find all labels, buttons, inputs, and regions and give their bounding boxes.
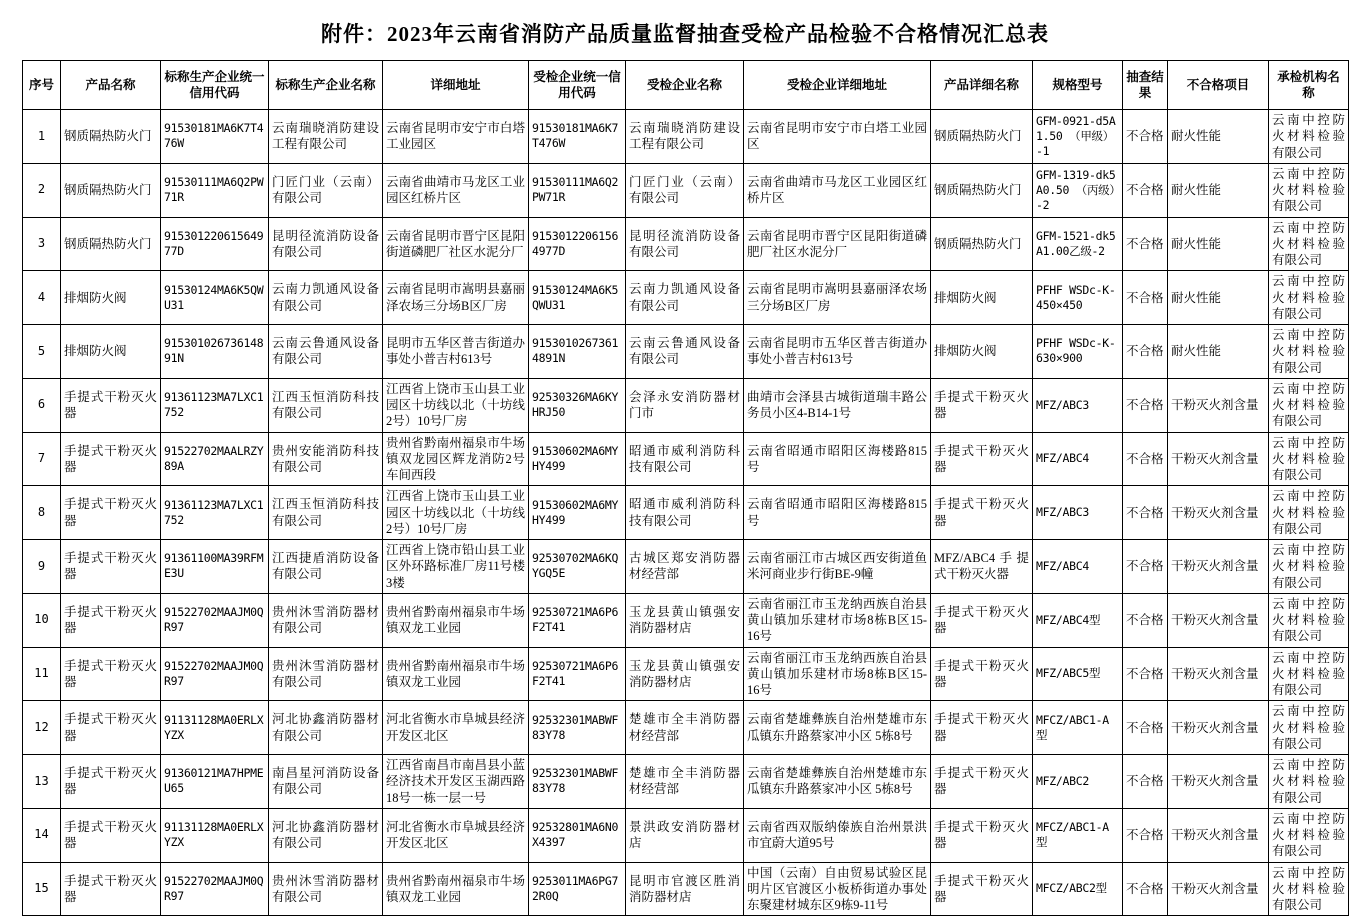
column-header: 标称生产企业名称 <box>269 61 383 110</box>
table-cell: 91530602MA6MYHY499 <box>529 432 626 486</box>
table-cell: 门匠门业（云南）有限公司 <box>626 163 744 217</box>
column-header: 受检企业详细地址 <box>744 61 931 110</box>
table-cell: 10 <box>23 593 61 647</box>
table-cell: 排烟防火阀 <box>931 325 1033 379</box>
table-cell: MFZ/ABC3 <box>1033 378 1123 432</box>
table-cell: 江西省南昌市南昌县小蓝经济技术开发区玉湖西路18号一栋一层一号 <box>383 755 529 809</box>
table-cell: 2 <box>23 163 61 217</box>
table-cell: 92530326MA6KYHRJ50 <box>529 378 626 432</box>
table-cell: 耐火性能 <box>1168 163 1269 217</box>
table-body <box>23 110 1349 916</box>
table-cell: 不合格 <box>1123 325 1168 379</box>
table-cell: 92530702MA6KQYGQ5E <box>529 540 626 594</box>
table-cell: 云南中控防火材料检验有限公司 <box>1269 647 1349 701</box>
table-cell: 昆明径流消防设备有限公司 <box>626 217 744 271</box>
table-row <box>23 378 1349 432</box>
table-cell: 耐火性能 <box>1168 217 1269 271</box>
table-cell: 91530124MA6K5QWU31 <box>529 271 626 325</box>
table-cell: 云南瑞晓消防建设工程有限公司 <box>269 110 383 164</box>
table-row <box>23 163 1349 217</box>
table-cell: 河北协鑫消防器材有限公司 <box>269 808 383 862</box>
table-cell: 不合格 <box>1123 378 1168 432</box>
table-cell: 13 <box>23 755 61 809</box>
column-header: 产品名称 <box>61 61 161 110</box>
table-cell: 不合格 <box>1123 163 1168 217</box>
table-cell: 手提式干粉灭火器 <box>61 593 161 647</box>
column-header: 承检机构名称 <box>1269 61 1349 110</box>
table-cell: 92532301MABWF83Y78 <box>529 755 626 809</box>
table-cell: 云南省丽江市玉龙纳西族自治县黄山镇加乐建材市场8栋B区15-16号 <box>744 593 931 647</box>
table-cell: 手提式干粉灭火器 <box>931 755 1033 809</box>
table-cell: 干粉灭火剂含量 <box>1168 755 1269 809</box>
table-cell: 耐火性能 <box>1168 271 1269 325</box>
table-cell: 排烟防火阀 <box>61 271 161 325</box>
table-cell: 云南中控防火材料检验有限公司 <box>1269 432 1349 486</box>
column-header: 规格型号 <box>1033 61 1123 110</box>
table-cell: 云南省昭通市昭阳区海楼路815号 <box>744 432 931 486</box>
column-header: 详细地址 <box>383 61 529 110</box>
table-cell: 中国（云南）自由贸易试验区昆明片区官渡区小板桥街道办事处东聚建材城东区9栋9-11号 <box>744 862 931 916</box>
table-cell: 贵州省黔南州福泉市牛场镇双龙园区辉龙消防2号车间西段 <box>383 432 529 486</box>
table-cell: PFHF WSDc-K-450×450 <box>1033 271 1123 325</box>
table-cell: 91530124MA6K5QWU31 <box>161 271 269 325</box>
table-cell: 河北协鑫消防器材有限公司 <box>269 701 383 755</box>
table-cell: 贵州沐雪消防器材有限公司 <box>269 593 383 647</box>
table-cell: 云南省丽江市玉龙纳西族自治县黄山镇加乐建材市场8栋B区15-16号 <box>744 647 931 701</box>
table-cell: 91530102673614891N <box>529 325 626 379</box>
table-cell: 91522702MAALRZY89A <box>161 432 269 486</box>
table-cell: 手提式干粉灭火器 <box>931 378 1033 432</box>
table-cell: 云南中控防火材料检验有限公司 <box>1269 701 1349 755</box>
table-cell: 排烟防火阀 <box>61 325 161 379</box>
table-cell: 91360121MA7HPMEU65 <box>161 755 269 809</box>
table-cell: 云南中控防火材料检验有限公司 <box>1269 486 1349 540</box>
table-cell: 云南中控防火材料检验有限公司 <box>1269 217 1349 271</box>
table-cell: 河北省衡水市阜城县经济开发区北区 <box>383 701 529 755</box>
table-cell: 手提式干粉灭火器 <box>931 486 1033 540</box>
table-cell: 江西省上饶市玉山县工业园区十坊线以北（十坊线2号）10号厂房 <box>383 378 529 432</box>
table-cell: 92530721MA6P6F2T41 <box>529 647 626 701</box>
table-cell: 钢质隔热防火门 <box>61 110 161 164</box>
column-header: 序号 <box>23 61 61 110</box>
page-title: 附件：2023年云南省消防产品质量监督抽查受检产品检验不合格情况汇总表 <box>321 22 1049 46</box>
table-cell: GFM-0921-d5A1.50 （甲级）-1 <box>1033 110 1123 164</box>
table-cell: 干粉灭火剂含量 <box>1168 378 1269 432</box>
table-cell: 云南中控防火材料检验有限公司 <box>1269 862 1349 916</box>
table-cell: 不合格 <box>1123 647 1168 701</box>
table-cell: 手提式干粉灭火器 <box>61 486 161 540</box>
column-header: 标称生产企业统一信用代码 <box>161 61 269 110</box>
table-cell: 4 <box>23 271 61 325</box>
table-row <box>23 701 1349 755</box>
table-cell: 钢质隔热防火门 <box>931 110 1033 164</box>
table-cell: 不合格 <box>1123 110 1168 164</box>
table-cell: 干粉灭火剂含量 <box>1168 862 1269 916</box>
table-cell: 钢质隔热防火门 <box>931 163 1033 217</box>
column-header: 抽查结果 <box>1123 61 1168 110</box>
table-cell: 古城区郑安消防器材经营部 <box>626 540 744 594</box>
table-cell: 楚雄市全丰消防器材经营部 <box>626 701 744 755</box>
table-cell: 91530111MA6Q2PW71R <box>529 163 626 217</box>
table-row <box>23 486 1349 540</box>
table-cell: 云南中控防火材料检验有限公司 <box>1269 808 1349 862</box>
table-cell: 云南中控防火材料检验有限公司 <box>1269 593 1349 647</box>
table-cell: 手提式干粉灭火器 <box>931 701 1033 755</box>
table-cell: 云南省曲靖市马龙区工业园区红桥片区 <box>744 163 931 217</box>
table-cell: 91530122061564977D <box>529 217 626 271</box>
table-cell: 曲靖市会泽县古城街道瑞丰路公务员小区4-B14-1号 <box>744 378 931 432</box>
table-cell: 91131128MA0ERLXYZX <box>161 701 269 755</box>
table-cell: 贵州沐雪消防器材有限公司 <box>269 647 383 701</box>
column-header: 产品详细名称 <box>931 61 1033 110</box>
table-cell: 江西捷盾消防设备有限公司 <box>269 540 383 594</box>
table-cell: 云南中控防火材料检验有限公司 <box>1269 271 1349 325</box>
table-cell: MFZ/ABC5型 <box>1033 647 1123 701</box>
table-cell: 91361123MA7LXC1752 <box>161 378 269 432</box>
table-cell: MFCZ/ABC1-A型 <box>1033 701 1123 755</box>
table-cell: 玉龙县黄山镇强安消防器材店 <box>626 593 744 647</box>
table-cell: 云南省昆明市晋宁区昆阳街道磷肥厂社区水泥分厂 <box>744 217 931 271</box>
table-cell: 9253011MA6PG72R0Q <box>529 862 626 916</box>
table-cell: GFM-1319-dk5A0.50 （丙级）-2 <box>1033 163 1123 217</box>
table-row <box>23 110 1349 164</box>
table-cell: MFZ/ABC4手提式干粉灭火器 <box>931 540 1033 594</box>
table-cell: 云南省昆明市嵩明县嘉丽泽农场三分场B区厂房 <box>383 271 529 325</box>
table-row <box>23 325 1349 379</box>
table-cell: 云南省楚雄彝族自治州楚雄市东瓜镇东升路蔡家冲小区 5栋8号 <box>744 701 931 755</box>
table-cell: MFZ/ABC2 <box>1033 755 1123 809</box>
table-cell: 云南云鲁通风设备有限公司 <box>269 325 383 379</box>
table-cell: 云南省昆明市晋宁区昆阳街道磷肥厂社区水泥分厂 <box>383 217 529 271</box>
table-row <box>23 540 1349 594</box>
table-cell: 不合格 <box>1123 808 1168 862</box>
table-row <box>23 755 1349 809</box>
table-cell: 91361100MA39RFME3U <box>161 540 269 594</box>
table-row <box>23 432 1349 486</box>
table-cell: 不合格 <box>1123 432 1168 486</box>
table-cell: 手提式干粉灭火器 <box>61 755 161 809</box>
table-row <box>23 271 1349 325</box>
table-cell: 云南中控防火材料检验有限公司 <box>1269 110 1349 164</box>
table-cell: GFM-1521-dk5A1.00乙级-2 <box>1033 217 1123 271</box>
table-row <box>23 647 1349 701</box>
table-cell: 云南省楚雄彝族自治州楚雄市东瓜镇东升路蔡家冲小区 5栋8号 <box>744 755 931 809</box>
table-cell: 手提式干粉灭火器 <box>931 808 1033 862</box>
table-cell: 干粉灭火剂含量 <box>1168 432 1269 486</box>
table-cell: 手提式干粉灭火器 <box>61 432 161 486</box>
table-cell: 楚雄市全丰消防器材经营部 <box>626 755 744 809</box>
table-cell: 昭通市威利消防科技有限公司 <box>626 432 744 486</box>
table-cell: 贵州安能消防科技有限公司 <box>269 432 383 486</box>
table-cell: 9 <box>23 540 61 594</box>
table-cell: MFCZ/ABC1-A型 <box>1033 808 1123 862</box>
table-cell: 15 <box>23 862 61 916</box>
table-cell: MFZ/ABC4 <box>1033 432 1123 486</box>
table-cell: 6 <box>23 378 61 432</box>
table-cell: 云南云鲁通风设备有限公司 <box>626 325 744 379</box>
table-cell: 江西省上饶市玉山县工业园区十坊线以北（十坊线2号）10号厂房 <box>383 486 529 540</box>
table-cell: 手提式干粉灭火器 <box>61 540 161 594</box>
table-cell: 昆明径流消防设备有限公司 <box>269 217 383 271</box>
table-cell: 8 <box>23 486 61 540</box>
table-cell: 干粉灭火剂含量 <box>1168 647 1269 701</box>
table-cell: 不合格 <box>1123 486 1168 540</box>
table-cell: 云南中控防火材料检验有限公司 <box>1269 755 1349 809</box>
table-cell: 昆明市官渡区胜消消防器材店 <box>626 862 744 916</box>
table-cell: 排烟防火阀 <box>931 271 1033 325</box>
summary-table <box>22 60 1349 916</box>
table-cell: 云南力凯通风设备有限公司 <box>269 271 383 325</box>
table-cell: 干粉灭火剂含量 <box>1168 593 1269 647</box>
table-cell: 不合格 <box>1123 701 1168 755</box>
table-cell: 干粉灭火剂含量 <box>1168 808 1269 862</box>
table-cell: 5 <box>23 325 61 379</box>
table-cell: 12 <box>23 701 61 755</box>
table-cell: 91530122061564977D <box>161 217 269 271</box>
table-cell: 贵州省黔南州福泉市牛场镇双龙工业园 <box>383 593 529 647</box>
table-cell: 14 <box>23 808 61 862</box>
table-cell: 手提式干粉灭火器 <box>61 701 161 755</box>
table-cell: 云南省昆明市安宁市白塔工业园区 <box>383 110 529 164</box>
table-cell: 耐火性能 <box>1168 325 1269 379</box>
table-cell: 门匠门业（云南）有限公司 <box>269 163 383 217</box>
table-cell: 不合格 <box>1123 217 1168 271</box>
table-cell: 手提式干粉灭火器 <box>931 593 1033 647</box>
table-cell: 91530181MA6K7T476W <box>161 110 269 164</box>
table-cell: 云南力凯通风设备有限公司 <box>626 271 744 325</box>
table-cell: 手提式干粉灭火器 <box>931 432 1033 486</box>
table-cell: 不合格 <box>1123 271 1168 325</box>
table-cell: 昆明市五华区普吉街道办事处小普吉村613号 <box>383 325 529 379</box>
table-cell: 7 <box>23 432 61 486</box>
table-cell: 干粉灭火剂含量 <box>1168 486 1269 540</box>
table-cell: 会泽永安消防器材门市 <box>626 378 744 432</box>
table-cell: 91522702MAAJM0QR97 <box>161 593 269 647</box>
header-row <box>23 61 1349 110</box>
table-cell: 3 <box>23 217 61 271</box>
table-cell: 钢质隔热防火门 <box>61 163 161 217</box>
table-cell: 钢质隔热防火门 <box>931 217 1033 271</box>
table-cell: 云南省昆明市五华区普吉街道办事处小普吉村613号 <box>744 325 931 379</box>
table-cell: 91530111MA6Q2PW71R <box>161 163 269 217</box>
table-cell: 手提式干粉灭火器 <box>61 862 161 916</box>
column-header: 受检企业统一信用代码 <box>529 61 626 110</box>
table-cell: PFHF WSDc-K-630×900 <box>1033 325 1123 379</box>
table-cell: 不合格 <box>1123 755 1168 809</box>
table-row <box>23 217 1349 271</box>
table-cell: MFZ/ABC4型 <box>1033 593 1123 647</box>
table-cell: 贵州省黔南州福泉市牛场镇双龙工业园 <box>383 647 529 701</box>
table-cell: 云南省丽江市古城区西安街道鱼米河商业步行街BE-9幢 <box>744 540 931 594</box>
table-cell: MFCZ/ABC2型 <box>1033 862 1123 916</box>
table-cell: 云南中控防火材料检验有限公司 <box>1269 540 1349 594</box>
table-cell: 耐火性能 <box>1168 110 1269 164</box>
table-cell: 不合格 <box>1123 593 1168 647</box>
column-header: 受检企业名称 <box>626 61 744 110</box>
table-cell: 手提式干粉灭火器 <box>61 647 161 701</box>
table-cell: 92530721MA6P6F2T41 <box>529 593 626 647</box>
table-cell: 手提式干粉灭火器 <box>931 862 1033 916</box>
table-row <box>23 593 1349 647</box>
table-cell: 云南省昆明市安宁市白塔工业园区 <box>744 110 931 164</box>
table-cell: 云南省昆明市嵩明县嘉丽泽农场三分场B区厂房 <box>744 271 931 325</box>
table-row <box>23 808 1349 862</box>
table-cell: 干粉灭火剂含量 <box>1168 701 1269 755</box>
table-cell: 玉龙县黄山镇强安消防器材店 <box>626 647 744 701</box>
table-cell: MFZ/ABC4 <box>1033 540 1123 594</box>
table-cell: MFZ/ABC3 <box>1033 486 1123 540</box>
table-cell: 云南中控防火材料检验有限公司 <box>1269 378 1349 432</box>
column-header: 不合格项目 <box>1168 61 1269 110</box>
table-cell: 钢质隔热防火门 <box>61 217 161 271</box>
table-row <box>23 862 1349 916</box>
table-cell: 河北省衡水市阜城县经济开发区北区 <box>383 808 529 862</box>
table-cell: 91522702MAAJM0QR97 <box>161 647 269 701</box>
table-cell: 干粉灭火剂含量 <box>1168 540 1269 594</box>
table-cell: 不合格 <box>1123 862 1168 916</box>
table-cell: 江西玉恒消防科技有限公司 <box>269 378 383 432</box>
table-cell: 手提式干粉灭火器 <box>931 647 1033 701</box>
table-header <box>23 61 1349 110</box>
table-cell: 91131128MA0ERLXYZX <box>161 808 269 862</box>
table-cell: 景洪政安消防器材店 <box>626 808 744 862</box>
table-cell: 11 <box>23 647 61 701</box>
table-cell: 云南省西双版纳傣族自治州景洪市宜蔚大道95号 <box>744 808 931 862</box>
table-cell: 91361123MA7LXC1752 <box>161 486 269 540</box>
table-cell: 贵州省黔南州福泉市牛场镇双龙工业园 <box>383 862 529 916</box>
table-cell: 云南中控防火材料检验有限公司 <box>1269 325 1349 379</box>
table-cell: 江西省上饶市铅山县工业区外环路标准厂房11号楼3楼 <box>383 540 529 594</box>
table-cell: 92532301MABWF83Y78 <box>529 701 626 755</box>
table-cell: 贵州沐雪消防器材有限公司 <box>269 862 383 916</box>
table-cell: 江西玉恒消防科技有限公司 <box>269 486 383 540</box>
table-cell: 云南省曲靖市马龙区工业园区红桥片区 <box>383 163 529 217</box>
table-cell: 手提式干粉灭火器 <box>61 378 161 432</box>
table-cell: 云南瑞晓消防建设工程有限公司 <box>626 110 744 164</box>
table-cell: 昭通市威利消防科技有限公司 <box>626 486 744 540</box>
table-cell: 云南省昭通市昭阳区海楼路815号 <box>744 486 931 540</box>
table-cell: 1 <box>23 110 61 164</box>
table-cell: 不合格 <box>1123 540 1168 594</box>
table-cell: 91530102673614891N <box>161 325 269 379</box>
table-cell: 92532801MA6N0X4397 <box>529 808 626 862</box>
table-cell: 手提式干粉灭火器 <box>61 808 161 862</box>
table-cell: 云南中控防火材料检验有限公司 <box>1269 163 1349 217</box>
table-cell: 91530602MA6MYHY499 <box>529 486 626 540</box>
table-cell: 91522702MAAJM0QR97 <box>161 862 269 916</box>
table-cell: 南昌星河消防设备有限公司 <box>269 755 383 809</box>
table-cell: 91530181MA6K7T476W <box>529 110 626 164</box>
